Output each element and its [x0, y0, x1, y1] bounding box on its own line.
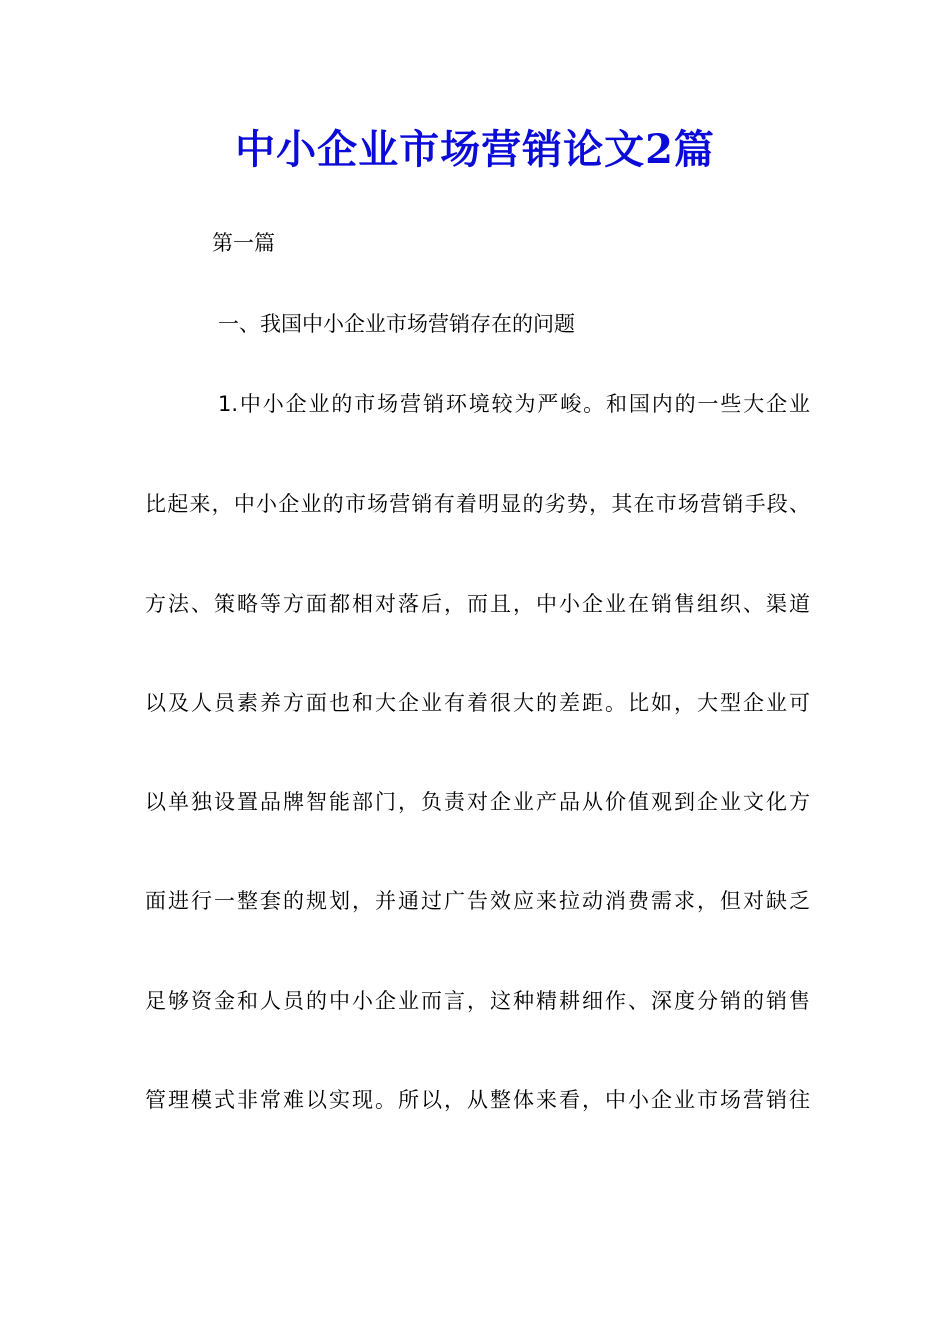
- paragraph-line: 以及人员素养方面也和大企业有着很大的差距。比如，大型企业可: [145, 691, 810, 715]
- paragraph-line: 管理模式非常难以实现。所以，从整体来看，中小企业市场营销往: [145, 1088, 810, 1112]
- paragraph-line: 以单独设置品牌智能部门，负责对企业产品从价值观到企业文化方: [145, 790, 810, 814]
- paragraph-line: 面进行一整套的规划，并通过广告效应来拉动消费需求，但对缺乏: [145, 889, 810, 913]
- paragraph-line: 方法、策略等方面都相对落后，而且，中小企业在销售组织、渠道: [145, 592, 810, 616]
- section-heading: 一、我国中小企业市场营销存在的问题: [218, 312, 575, 336]
- document-title: 中小企业市场营销论文2篇: [235, 126, 715, 173]
- paragraph-line: 足够资金和人员的中小企业而言，这种精耕细作、深度分销的销售: [145, 989, 810, 1013]
- paragraph-line: 1.中小企业的市场营销环境较为严峻。和国内的一些大企业: [218, 392, 810, 416]
- paragraph-line: 比起来，中小企业的市场营销有着明显的劣势，其在市场营销手段、: [145, 492, 810, 516]
- part-label: 第一篇: [212, 231, 275, 255]
